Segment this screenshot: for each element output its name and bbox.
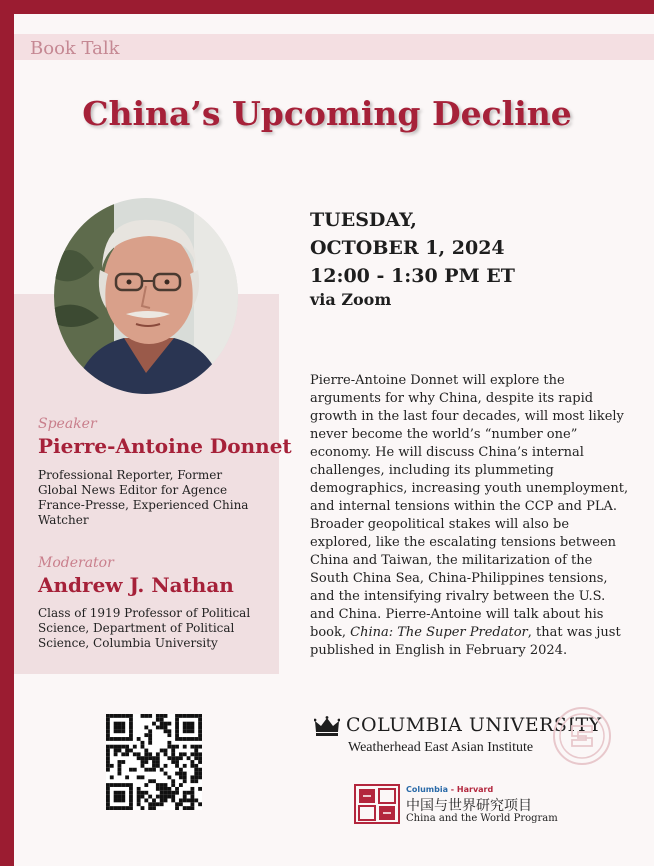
speaker-description-line: Global News Editor for Agence — [38, 483, 228, 497]
qr-code-graphic — [106, 714, 202, 810]
moderator-description-line: Science, Columbia University — [38, 636, 218, 650]
partner-separator: - — [448, 785, 457, 794]
event-day: TUESDAY, — [310, 209, 417, 231]
moderator-description — [38, 606, 258, 651]
partner-harvard: Harvard — [456, 785, 494, 794]
moderator-name: Andrew J. Nathan — [38, 573, 234, 597]
moderator-description-line: Science, Department of Political — [38, 621, 235, 635]
speaker-description-line: Watcher — [38, 513, 89, 527]
description-outro: , that was just published in English in February 2024. — [310, 625, 621, 658]
event-title: China’s Upcoming Decline — [82, 94, 572, 133]
book-title: China: The Super Predator — [350, 625, 528, 640]
seal-icon — [552, 706, 612, 766]
partner-columbia: Columbia — [406, 785, 449, 794]
program-english-name: China and the World Program — [406, 813, 558, 824]
event-datetime — [310, 206, 515, 310]
crown-icon — [314, 716, 340, 736]
event-description — [310, 372, 630, 660]
moderator-description-line: Class of 1919 Professor of Political — [38, 606, 251, 620]
registration-qr-code[interactable] — [106, 714, 202, 810]
partner-institutions — [406, 785, 493, 794]
speaker-photo — [54, 198, 238, 394]
speaker-label: Speaker — [38, 416, 97, 432]
speaker-description — [38, 468, 258, 528]
speaker-name: Pierre-Antoine Donnet — [38, 434, 292, 458]
china-world-program-logo — [354, 784, 614, 828]
event-date: OCTOBER 1, 2024 — [310, 237, 505, 259]
speaker-portrait-graphic — [54, 198, 238, 394]
columbia-university-name: COLUMBIA UNIVERSITY — [346, 714, 602, 736]
event-time: 12:00 - 1:30 PM ET — [310, 265, 515, 287]
speaker-description-line: France-Presse, Experienced China — [38, 498, 249, 512]
speaker-description-line: Professional Reporter, Former — [38, 468, 223, 482]
weatherhead-institute-name: Weatherhead East Asian Institute — [348, 740, 534, 755]
event-platform: via Zoom — [310, 290, 392, 309]
event-type-label: Book Talk — [30, 38, 120, 59]
moderator-label: Moderator — [38, 555, 114, 571]
china-world-seal-icon — [354, 784, 400, 824]
description-intro: Pierre-Antoine Donnet will explore the arguments for why China, despite its rapid growth in the last four decades, will most likely never become the world’s “number one” economy. He will discuss China’s internal challenges, including its plummeting demographics, increasing youth unemployment, and internal tensions within the CCP and PLA. Broader geopolitical stakes will also be explored, like the escalating tensions between China and Taiwan, the militarization of the South China Sea, China-Philippines tensions, and the intensifying rivalry between the U.S. and China. Pierre-Antoine will talk about his book, — [310, 373, 629, 640]
program-chinese-name: 中国与世界研究项目 — [406, 798, 532, 814]
event-poster — [14, 14, 654, 866]
